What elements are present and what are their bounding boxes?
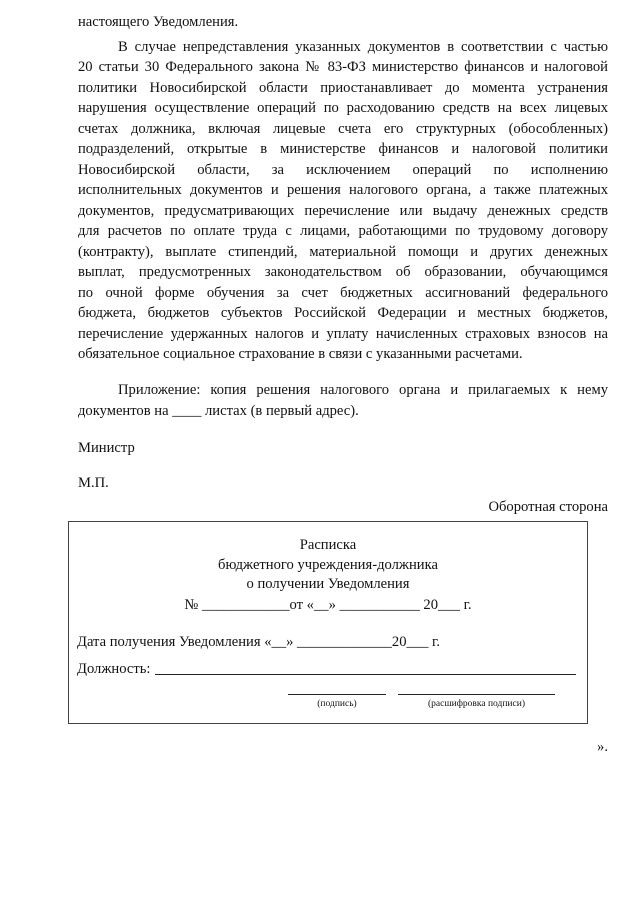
text-line: (контракту), выплате стипендий, материальной помощи и других денежных xyxy=(78,244,608,260)
decoding-caption: (расшифровка подписи) xyxy=(428,699,525,709)
closing-mark: ». xyxy=(597,739,608,755)
text-line: перечисление удержанных налогов и уплату начисленных страховых взносов на xyxy=(78,326,608,342)
text-line: документов на ____ листах (в первый адрес). xyxy=(78,403,359,419)
text-line: 20 статьи 30 Федерального закона № 83-ФЗ министерство финансов и налоговой xyxy=(78,59,608,75)
signature-underline xyxy=(288,694,386,695)
text-line: счетах должника, включая лицевые счета его структурных (обособленных) xyxy=(78,121,608,137)
receipt-subtitle: о получении Уведомления xyxy=(246,576,410,592)
text-line: для расчетов по оплате труда с лицами, работающими по трудовому договору xyxy=(78,223,608,239)
text-line: подразделений, открытые в министерстве финансов и налоговой политики xyxy=(78,141,608,157)
text-line: бюджета, бюджетов субъектов Российской Федерации и местных бюджетов, xyxy=(78,305,608,321)
text-line: политики Новосибирской области приостанавливает до момента устранения xyxy=(78,80,608,96)
decoding-underline xyxy=(398,694,555,695)
text-line: нарушения осуществление операций по расходованию средств на всех лицевых xyxy=(78,100,608,116)
receipt-title: Расписка xyxy=(299,537,357,553)
text-line: выплат, предусмотренных законодательством об образовании, обучающимся xyxy=(78,264,608,280)
text-line: В случае непредставления указанных документов в соответствии с частью xyxy=(118,39,608,55)
text-line: исполнительных документов и решения налогового органа, а также платежных xyxy=(78,182,608,198)
text-line: документов, предусматривающих перечисление или выдачу денежных средств xyxy=(78,203,608,219)
minister-label: Министр xyxy=(78,440,135,456)
text-line: настоящего Уведомления. xyxy=(78,14,239,30)
text-line: Новосибирской области, за исключением операций по исполнению xyxy=(78,162,608,178)
text-line: Приложение: копия решения налогового органа и прилагаемых к нему xyxy=(118,382,608,398)
signature-caption: (подпись) xyxy=(317,699,357,709)
receipt-number-line: № ____________от «__» ___________ 20___ г. xyxy=(184,597,472,613)
receipt-subtitle: бюджетного учреждения-должника xyxy=(218,557,438,573)
position-underline xyxy=(155,674,576,675)
reverse-side-label: Оборотная сторона xyxy=(488,499,608,515)
text-line: обязательное социальное страхование в связи с указанными расчетами. xyxy=(78,346,523,362)
text-line: по очной форме обучения за счет бюджетных ассигнований федерального xyxy=(78,285,608,301)
seal-label: М.П. xyxy=(78,475,109,491)
receipt-box xyxy=(68,521,588,724)
receipt-date-line: Дата получения Уведомления «__» _____________20___ г. xyxy=(77,634,441,650)
position-label: Должность: xyxy=(77,661,151,677)
